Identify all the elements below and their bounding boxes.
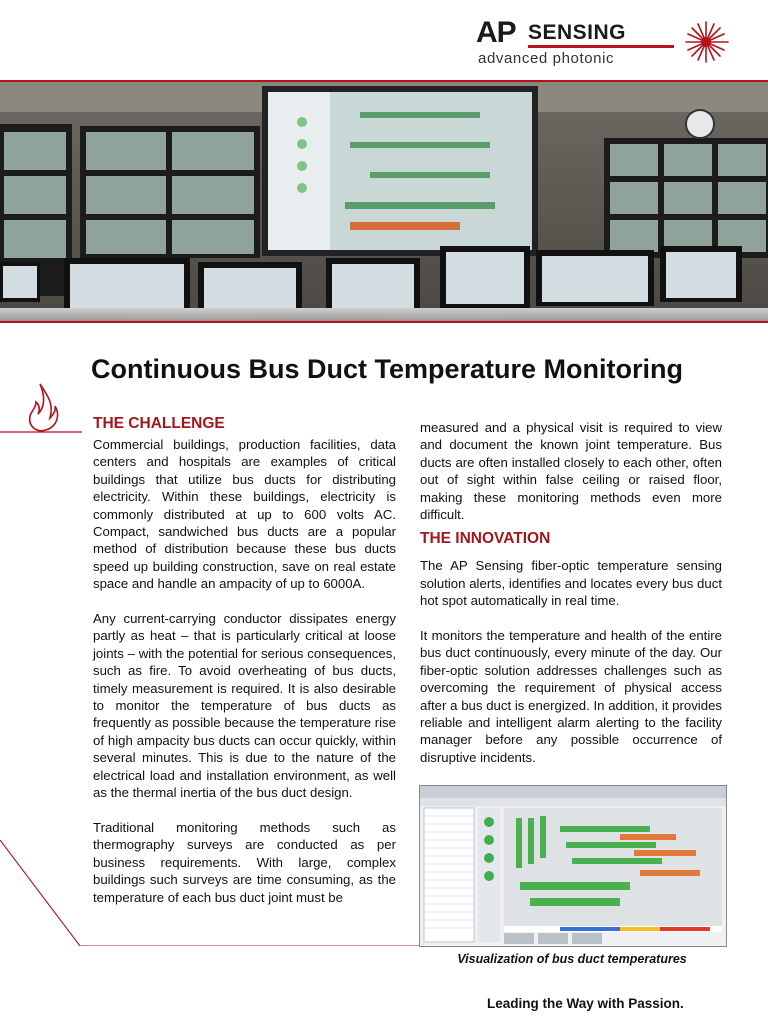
logo-tagline: advanced photonic: [478, 50, 615, 67]
challenge-continuation: measured and a physical visit is required to view and document the known joint temperature. Bus ducts are often installed closely to each other, often out of sight within false ceiling or raised floor, making these monitoring methods even more difficult.: [420, 420, 722, 523]
logo-sensing-text: SENSING: [528, 21, 627, 44]
innovation-paragraph-1: The AP Sensing fiber-optic temperature sensing solution alerts, identifies and locates every bus duct hot spot automatically in real time.: [420, 558, 722, 609]
challenge-heading: THE CHALLENGE: [93, 415, 225, 432]
page-title: Continuous Bus Duct Temperature Monitoring: [91, 354, 683, 384]
innovation-paragraph-2: It monitors the temperature and health of the entire bus duct continuously, every minute of the day. Our fiber-optic solution addresses challenges such as overcoming the requirement of physical access after a bus duct is energized. In addition, it provides reliable and intelligent alarm alerting to the facility manager before any possible occurrence of disruptive incidents.: [420, 628, 722, 765]
challenge-paragraph-3: Traditional monitoring methods such as thermography surveys are conducted as per business requirements. With large, complex buildings such surveys are time consuming, as the temperature of each bus duct joint must be: [93, 819, 396, 905]
right-column: [420, 419, 722, 766]
control-room-photo: [0, 82, 768, 321]
bus-duct-visualization-image: [419, 785, 727, 947]
challenge-paragraph-1: Commercial buildings, production facilities, data centers and hospitals are examples of critical buildings that utilize bus ducts for distributing electricity. Within these buildings, electricity is commonly distributed at up to 600 volts AC. Compact, sandwiched bus ducts are a popular method of distribution because these bus ducts speed up building construction, save on real estate space and handle an ampacity of up to 6000A.: [93, 437, 396, 592]
logo-underline: [528, 45, 674, 48]
ap-sensing-logo: [476, 18, 756, 70]
figure-caption: Visualization of bus duct temperatures: [457, 952, 687, 966]
left-column: [93, 414, 396, 906]
innovation-heading: THE INNOVATION: [420, 530, 551, 548]
hero-bottom-divider: [0, 321, 768, 323]
flame-icon: [0, 380, 82, 436]
footer-slogan: Leading the Way with Passion.: [487, 996, 684, 1011]
logo-ap-text: AP: [476, 16, 516, 49]
sun-burst-logo-icon: [682, 20, 730, 68]
challenge-paragraph-2: Any current-carrying conductor dissipates energy partly as heat – that is particularly critical at loose joints – with the potential for serious consequences, such as fire. To avoid overheating of bus ducts, timely measurement is required. It is also desirable to monitor the temperature of bus ducts as frequently as possible because the temperature rise of high ampacity bus ducts can occur quickly, within several minutes. This is due to the nature of the electrical load and installation environment, as well as the thermal inertia of the bus duct design.: [93, 611, 396, 801]
